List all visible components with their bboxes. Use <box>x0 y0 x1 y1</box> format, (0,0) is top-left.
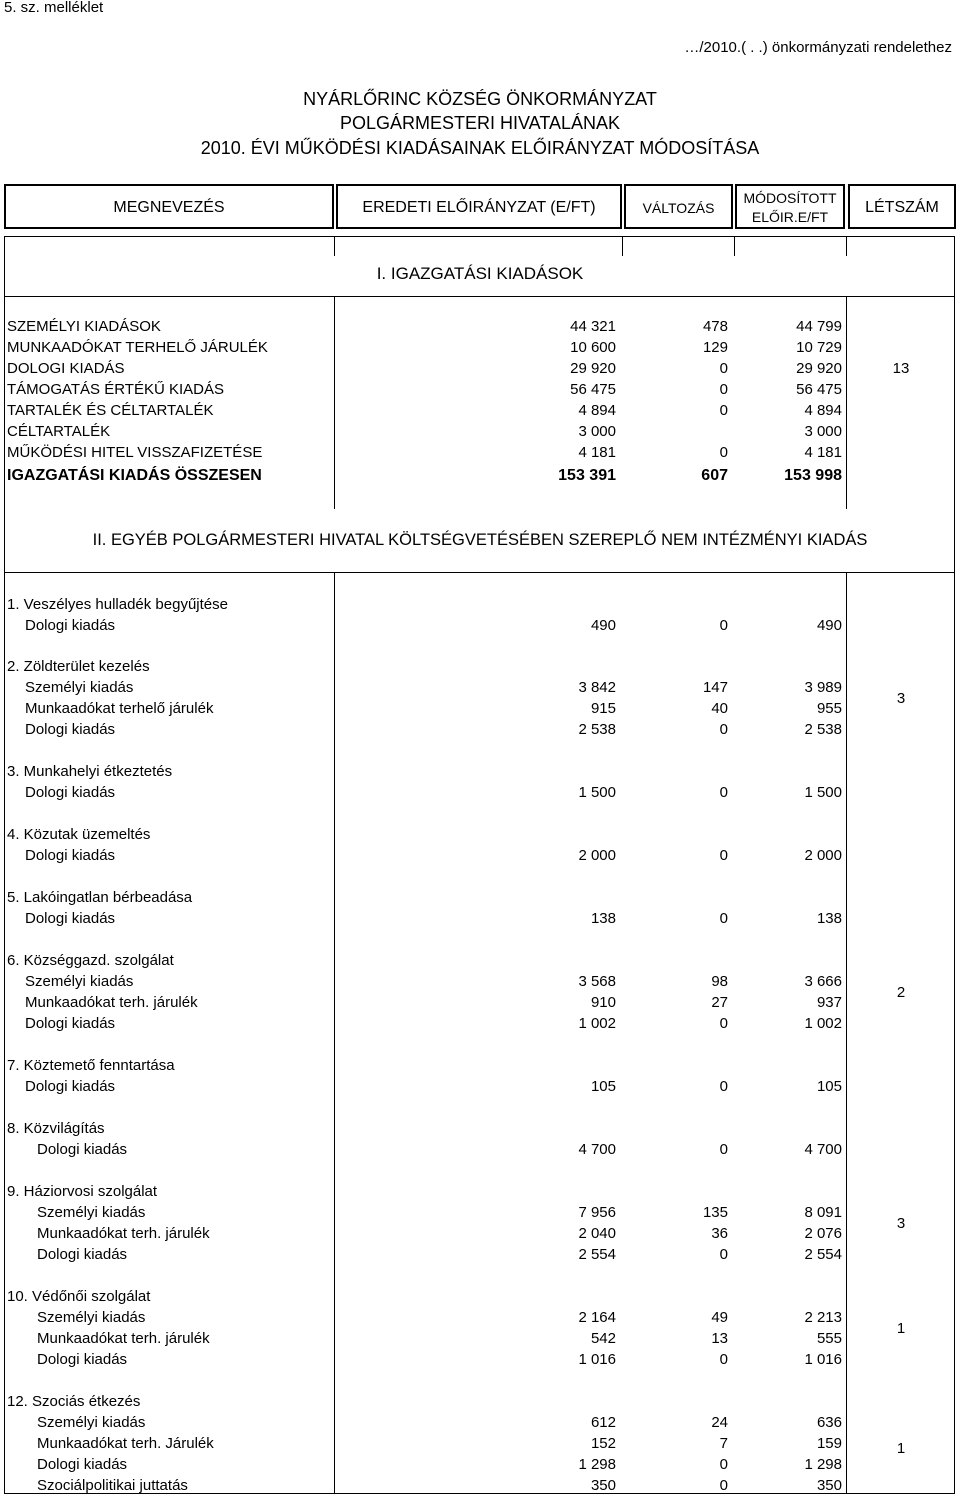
section-1-row <box>0 420 960 441</box>
modified-value: 555 <box>816 1330 842 1347</box>
group-row <box>0 1222 960 1243</box>
row-label: Személyi kiadás <box>25 679 134 696</box>
group-title-row <box>0 949 960 970</box>
group-row <box>0 614 960 635</box>
row-label: TÁMOGATÁS ÉRTÉKŰ KIADÁS <box>7 381 224 398</box>
row-label: TARTALÉK ÉS CÉLTARTALÉK <box>7 402 214 419</box>
staff-count: 13 <box>892 360 910 377</box>
group-row <box>0 1138 960 1159</box>
grid-line <box>4 572 954 573</box>
modified-value: 2 000 <box>804 847 842 864</box>
modified-value: 2 076 <box>804 1225 842 1242</box>
group-row <box>0 676 960 697</box>
original-value: 542 <box>590 1330 616 1347</box>
total-change: 607 <box>701 467 728 484</box>
change-value: 0 <box>719 402 728 419</box>
group-title-row <box>0 1285 960 1306</box>
change-value: 0 <box>719 617 728 634</box>
row-label: Dologi kiadás <box>25 1078 116 1095</box>
original-value: 350 <box>590 1477 616 1494</box>
group-title-row <box>0 1390 960 1411</box>
original-value: 56 475 <box>570 381 616 398</box>
change-value: 0 <box>719 784 728 801</box>
original-value: 3 568 <box>578 973 616 990</box>
row-label: Dologi kiadás <box>37 1246 128 1263</box>
group-row <box>0 718 960 739</box>
change-value: 24 <box>711 1414 728 1431</box>
original-value: 44 321 <box>570 318 616 335</box>
row-label: Dologi kiadás <box>25 1015 116 1032</box>
group-row <box>0 781 960 802</box>
change-value: 129 <box>702 339 728 356</box>
group-row <box>0 1348 960 1369</box>
staff-count: 3 <box>896 690 906 707</box>
group-row <box>0 1474 960 1495</box>
change-value: 0 <box>719 1456 728 1473</box>
original-value: 1 002 <box>578 1015 616 1032</box>
header-modified-2: ELŐIR.E/FT <box>751 209 829 225</box>
change-value: 478 <box>702 318 728 335</box>
modified-value: 3 666 <box>804 973 842 990</box>
change-value: 0 <box>719 381 728 398</box>
annex-label: 5. sz. melléklet <box>4 0 104 16</box>
section-1-row <box>0 378 960 399</box>
group-title: 5. Lakóingatlan bérbeadása <box>7 889 193 906</box>
change-value: 0 <box>719 1351 728 1368</box>
section-1-row <box>0 336 960 357</box>
header-modified-cell <box>735 184 845 229</box>
change-value: 0 <box>719 1477 728 1494</box>
grid-line <box>334 236 335 256</box>
grid-line <box>734 236 735 256</box>
modified-value: 4 894 <box>804 402 842 419</box>
original-value: 2 538 <box>578 721 616 738</box>
row-label: Dologi kiadás <box>37 1456 128 1473</box>
group-title-row <box>0 593 960 614</box>
group-row <box>0 1432 960 1453</box>
section-1-row <box>0 315 960 336</box>
change-value: 0 <box>719 1141 728 1158</box>
group-row <box>0 1306 960 1327</box>
group-title-row <box>0 823 960 844</box>
original-value: 4 700 <box>578 1141 616 1158</box>
original-value: 490 <box>590 617 616 634</box>
row-label: Dologi kiadás <box>25 910 116 927</box>
grid-line <box>622 236 623 256</box>
group-title: 2. Zöldterület kezelés <box>7 658 150 675</box>
group-title: 7. Köztemető fenntartása <box>7 1057 175 1074</box>
modified-value: 3 989 <box>804 679 842 696</box>
regulation-reference: …/2010.( . .) önkormányzati rendelethez <box>684 39 952 56</box>
group-title: 10. Védőnői szolgálat <box>7 1288 151 1305</box>
row-label: Személyi kiadás <box>37 1414 146 1431</box>
modified-value: 105 <box>816 1078 842 1095</box>
original-value: 1 500 <box>578 784 616 801</box>
modified-value: 159 <box>816 1435 842 1452</box>
row-label: CÉLTARTALÉK <box>7 423 111 440</box>
modified-value: 1 298 <box>804 1456 842 1473</box>
original-value: 3 000 <box>578 423 616 440</box>
section-1-title: I. IGAZGATÁSI KIADÁSOK <box>376 264 584 283</box>
section-2-title: II. EGYÉB POLGÁRMESTERI HIVATAL KÖLTSÉGVETÉSÉBEN SZEREPLŐ NEM INTÉZMÉNYI KIADÁS <box>92 531 868 549</box>
original-value: 2 040 <box>578 1225 616 1242</box>
modified-value: 490 <box>816 617 842 634</box>
modified-value: 44 799 <box>796 318 842 335</box>
change-value: 0 <box>719 910 728 927</box>
change-value: 27 <box>711 994 728 1011</box>
change-value: 135 <box>702 1204 728 1221</box>
group-row <box>0 907 960 928</box>
group-row <box>0 1012 960 1033</box>
group-title-row <box>0 655 960 676</box>
modified-value: 56 475 <box>796 381 842 398</box>
row-label: Munkaadókat terh. járulék <box>37 1225 210 1242</box>
group-row <box>0 991 960 1012</box>
header-modified-1: MÓDOSÍTOTT <box>743 190 837 206</box>
group-title: 12. Szociás étkezés <box>7 1393 141 1410</box>
row-label: MUNKAADÓKAT TERHELŐ JÁRULÉK <box>7 339 268 356</box>
original-value: 2 000 <box>578 847 616 864</box>
original-value: 29 920 <box>570 360 616 377</box>
group-title: 9. Háziorvosi szolgálat <box>7 1183 158 1200</box>
original-value: 1 298 <box>578 1456 616 1473</box>
group-title: 8. Közvilágítás <box>7 1120 105 1137</box>
modified-value: 4 700 <box>804 1141 842 1158</box>
modified-value: 1 500 <box>804 784 842 801</box>
change-value: 0 <box>719 847 728 864</box>
row-label: Munkaadókat terh. járulék <box>25 994 198 1011</box>
original-value: 915 <box>590 700 616 717</box>
modified-value: 350 <box>816 1477 842 1494</box>
original-value: 3 842 <box>578 679 616 696</box>
row-label: Dologi kiadás <box>37 1351 128 1368</box>
original-value: 4 181 <box>578 444 616 461</box>
staff-count: 3 <box>896 1215 906 1232</box>
original-value: 10 600 <box>570 339 616 356</box>
original-value: 138 <box>590 910 616 927</box>
change-value: 98 <box>711 973 728 990</box>
original-value: 4 894 <box>578 402 616 419</box>
row-label: Dologi kiadás <box>25 721 116 738</box>
group-row <box>0 1327 960 1348</box>
row-label: MŰKÖDÉSI HITEL VISSZAFIZETÉSE <box>7 444 263 461</box>
row-label: SZEMÉLYI KIADÁSOK <box>7 318 161 335</box>
original-value: 105 <box>590 1078 616 1095</box>
original-value: 2 164 <box>578 1309 616 1326</box>
group-title-row <box>0 760 960 781</box>
grid-line <box>4 296 954 297</box>
group-row <box>0 697 960 718</box>
row-label: Személyi kiadás <box>37 1309 146 1326</box>
header-name: MEGNEVEZÉS <box>113 199 225 216</box>
original-value: 7 956 <box>578 1204 616 1221</box>
original-value: 612 <box>590 1414 616 1431</box>
group-row <box>0 1453 960 1474</box>
row-label: Dologi kiadás <box>25 617 116 634</box>
change-value: 0 <box>719 1246 728 1263</box>
header-original: EREDETI ELŐIRÁNYZAT (E/FT) <box>362 199 596 216</box>
group-title-row <box>0 1054 960 1075</box>
group-row <box>0 1075 960 1096</box>
group-title-row <box>0 886 960 907</box>
total-modified: 153 998 <box>784 467 842 484</box>
row-label: Munkaadókat terh. járulék <box>37 1330 210 1347</box>
row-label: Személyi kiadás <box>25 973 134 990</box>
title-line-3: 2010. ÉVI MŰKÖDÉSI KIADÁSAINAK ELŐIRÁNYZAT MÓDOSÍTÁSA <box>200 138 760 158</box>
modified-value: 138 <box>816 910 842 927</box>
original-value: 910 <box>590 994 616 1011</box>
modified-value: 1 002 <box>804 1015 842 1032</box>
section-1-row <box>0 357 960 378</box>
row-label: Munkaadókat terh. Járulék <box>37 1435 214 1452</box>
modified-value: 2 213 <box>804 1309 842 1326</box>
modified-value: 636 <box>816 1414 842 1431</box>
group-title: 4. Közutak üzemeltés <box>7 826 151 843</box>
section-1-total-row <box>0 462 960 488</box>
row-label: Dologi kiadás <box>25 784 116 801</box>
change-value: 40 <box>711 700 728 717</box>
change-value: 13 <box>711 1330 728 1347</box>
header-staff-cell <box>848 184 956 229</box>
header-name-cell <box>4 184 334 229</box>
modified-value: 2 554 <box>804 1246 842 1263</box>
change-value: 0 <box>719 1015 728 1032</box>
title-line-2: POLGÁRMESTERI HIVATALÁNAK <box>339 113 621 133</box>
header-change: VÁLTOZÁS <box>642 200 715 216</box>
change-value: 49 <box>711 1309 728 1326</box>
staff-count: 1 <box>896 1440 906 1457</box>
change-value: 0 <box>719 444 728 461</box>
section-1-row <box>0 399 960 420</box>
change-value: 0 <box>719 1078 728 1095</box>
change-value: 0 <box>719 721 728 738</box>
row-label: Dologi kiadás <box>37 1141 128 1158</box>
change-value: 36 <box>711 1225 728 1242</box>
title-line-1: NYÁRLŐRINC KÖZSÉG ÖNKORMÁNYZAT <box>303 89 657 109</box>
change-value: 7 <box>719 1435 728 1452</box>
group-title: 1. Veszélyes hulladék begyűjtése <box>7 596 228 613</box>
row-label: Dologi kiadás <box>25 847 116 864</box>
group-row <box>0 1201 960 1222</box>
change-value: 0 <box>719 360 728 377</box>
group-title: 6. Községgazd. szolgálat <box>7 952 174 969</box>
modified-value: 2 538 <box>804 721 842 738</box>
group-title-row <box>0 1117 960 1138</box>
modified-value: 3 000 <box>804 423 842 440</box>
header-change-cell <box>624 184 733 229</box>
row-label: Szociálpolitikai juttatás <box>37 1477 188 1494</box>
section-1-row <box>0 441 960 462</box>
original-value: 2 554 <box>578 1246 616 1263</box>
group-row <box>0 970 960 991</box>
original-value: 1 016 <box>578 1351 616 1368</box>
grid-line <box>4 236 954 237</box>
original-value: 152 <box>590 1435 616 1452</box>
group-row <box>0 1243 960 1264</box>
change-value: 147 <box>702 679 728 696</box>
group-title: 3. Munkahelyi étkeztetés <box>7 763 173 780</box>
staff-count: 2 <box>896 984 906 1001</box>
header-original-cell <box>336 184 622 229</box>
group-title-row <box>0 1180 960 1201</box>
group-row <box>0 1411 960 1432</box>
modified-value: 1 016 <box>804 1351 842 1368</box>
staff-count: 1 <box>896 1320 906 1337</box>
modified-value: 29 920 <box>796 360 842 377</box>
row-label: Munkaadókat terhelő járulék <box>25 700 214 717</box>
row-label: Személyi kiadás <box>37 1204 146 1221</box>
modified-value: 4 181 <box>804 444 842 461</box>
modified-value: 955 <box>816 700 842 717</box>
header-staff: LÉTSZÁM <box>865 199 939 216</box>
row-label: DOLOGI KIADÁS <box>7 360 125 377</box>
modified-value: 8 091 <box>804 1204 842 1221</box>
grid-line <box>846 236 847 256</box>
group-row <box>0 844 960 865</box>
modified-value: 937 <box>816 994 842 1011</box>
modified-value: 10 729 <box>796 339 842 356</box>
total-original: 153 391 <box>558 467 616 484</box>
total-label: IGAZGATÁSI KIADÁS ÖSSZESEN <box>7 467 262 484</box>
